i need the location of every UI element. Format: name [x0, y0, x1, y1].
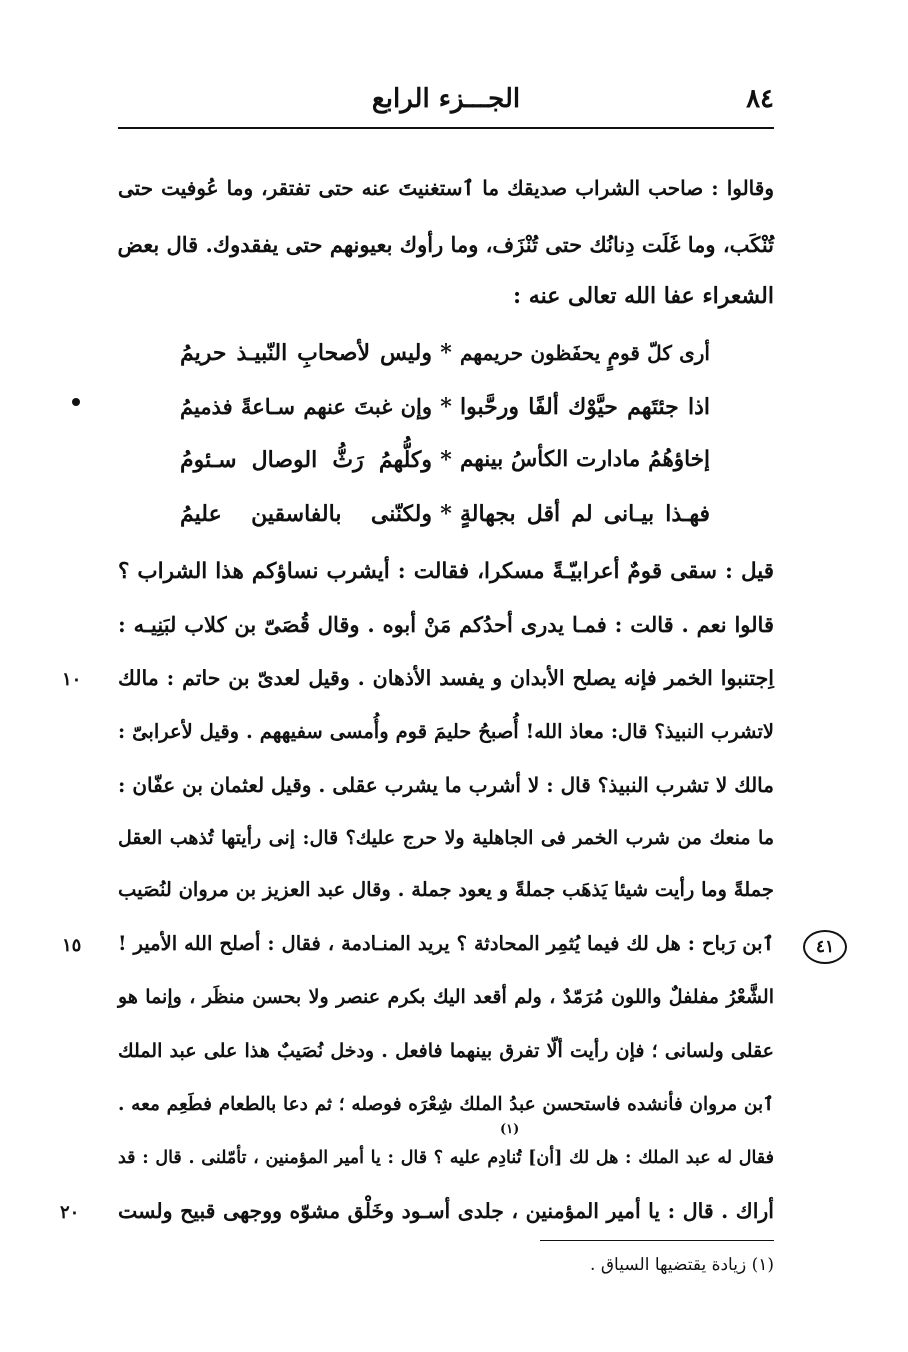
body-line: فقال له عبد الملك : هل لك [أن] تُنادِم عليه ؟ قال : يا أمير المؤمنين ، تأمّلنى . قال : قد — [118, 1148, 774, 1168]
verse-first-hemistich: أرى كلّ قومٍ يحفَظون حريمهم — [460, 341, 710, 365]
body-line: تُنْكَب، وما غَلَت دِنانُك حتى تُنْزَف، وما رأوك بعيونهم حتى يفقدوك. قال بعض — [117, 232, 774, 257]
page-header — [118, 84, 774, 124]
body-line: قالوا نعم . قالت : فمـا يدرى أحدُكم مَنْ أبوه . وقال قُصَىّ بن كلاب لبَنِيـه : — [118, 612, 774, 637]
verse-line — [180, 494, 710, 534]
verse-separator: * — [440, 501, 452, 527]
body-line: عقلى ولسانى ؛ فإن رأيت ألّا تفرق بينهما فافعل . ودخل نُصَيبٌ هذا على عبد الملك — [118, 1040, 774, 1062]
line-marker-five — [72, 398, 80, 406]
line-number-ten: ١٠ — [62, 669, 82, 690]
verse-separator: * — [440, 447, 452, 473]
verse-separator: * — [440, 394, 452, 420]
manuscript-folio-mark: ٤١ — [803, 930, 847, 964]
line-number-twenty: ٢٠ — [60, 1202, 80, 1223]
body-line: جملةً وما رأيت شيئا يَذهَب جملةً و يعود جملة . وقال عبد العزيز بن مروان لنُصَيب — [118, 878, 774, 901]
verse-second-hemistich: ولكنّنى بالفاسقين عليمُ — [180, 501, 432, 527]
header-rule — [118, 127, 774, 129]
body-line: أراك . قال : يا أمير المؤمنين ، جلدى أسـود وخَلْق مشوّه ووجهى قبيح ولست — [118, 1199, 774, 1223]
body-line: الشعراء عفا الله تعالى عنه : — [513, 283, 774, 309]
verse-separator: * — [440, 340, 452, 366]
body-line: الشَّعْرُ مفلفلٌ واللون مُرَمّدٌ ، ولم أقعد اليك بكرم عنصر ولا بحسن منظَر ، وإنما هو — [118, 986, 774, 1008]
verse-line — [180, 440, 710, 480]
verse-line — [180, 387, 710, 427]
body-line: اِجتنبوا الخمر فإنه يصلح الأبدان و يفسد الأذهان . وقيل لعدىّ بن حاتم : مالك — [118, 666, 774, 690]
body-line: مالك لا تشرب النبيذ؟ قال : لا أشرب ما يشرب عقلى . وقيل لعثمان بن عفّان : — [118, 773, 774, 797]
body-line: ٱبن مروان فأنشده فاستحسن عبدُ الملك شِعْرَه فوصله ؛ ثم دعا بالطعام فطَعِم معه . — [118, 1094, 774, 1115]
verse-first-hemistich: إخاؤهُمُ مادارت الكأسُ بينهم — [460, 447, 710, 472]
body-line: وقالوا : صاحب الشراب صديقك ما ٱستغنيتَ عنه حتى تفتقر، وما عُوفيت حتى — [118, 176, 774, 200]
body-line: لاتشرب النبيذ؟ قال: معاذ الله! أُصبحُ حليمَ قوم وأُمسى سفيههم . وقيل لأعرابىّ : — [118, 720, 774, 743]
footnote-reference: (١) — [500, 1122, 520, 1137]
body-line: ما منعك من شرب الخمر فى الجاهلية ولا حرج عليك؟ قال: إنى رأيتها تُذهب العقل — [118, 827, 774, 849]
body-line: قيل : سقى قومٌ أعرابيّـةً مسكرا، فقالت : أيشرب نساؤكم هذا الشراب ؟ — [118, 559, 774, 584]
footnote-rule — [540, 1240, 774, 1241]
body-line: ٱبن رَباح : هل لك فيما يُثمِر المحادثة ؟ يريد المنـادمة ، فقال : أصلح الله الأمير ! — [118, 932, 774, 955]
line-number-fifteen: ١٥ — [62, 935, 82, 956]
page-number: ٨٤ — [746, 84, 774, 114]
verse-first-hemistich: فهـذا بيـانى لم أقل بجهالةٍ — [460, 501, 710, 527]
verse-second-hemistich: وإن غبتَ عنهم سـاعةً فذميمُ — [180, 394, 432, 419]
verse-line — [180, 333, 710, 373]
verse-second-hemistich: وليس لأصحابِ النّبيـذ حريمُ — [180, 340, 432, 366]
verse-first-hemistich: اذا جئتَهم حيَّوْك ألفًا ورحَّبوا — [460, 394, 710, 420]
verse-second-hemistich: وكلُّهمُ رَثُّ الوصال سـئومُ — [180, 447, 432, 473]
running-head: الجـــزء الرابع — [371, 84, 521, 114]
footnote: (١) زيادة يقتضيها السياق . — [590, 1255, 774, 1275]
